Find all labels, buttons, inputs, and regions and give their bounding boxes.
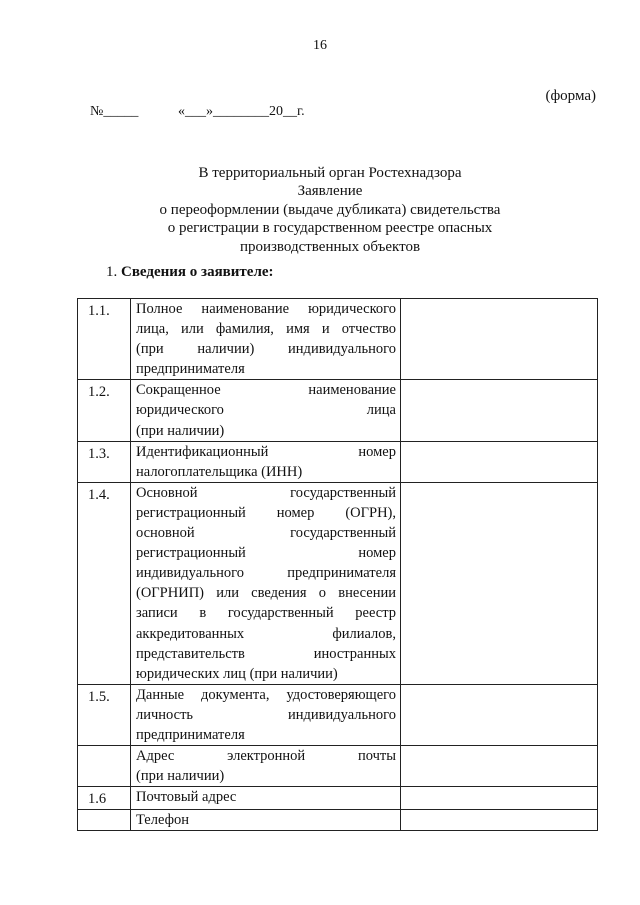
- row-description-line: личность индивидуального: [136, 706, 396, 723]
- document-date-field: «___»________20__г.: [178, 104, 305, 119]
- row-number: 1.1.: [78, 299, 131, 380]
- row-number: [78, 810, 131, 831]
- row-description-line: (при наличии): [136, 422, 225, 439]
- row-value-field[interactable]: [401, 441, 598, 482]
- row-value-field[interactable]: [401, 746, 598, 787]
- table-row: [78, 684, 598, 745]
- table-row: [78, 380, 598, 441]
- document-subtitle-line-3: производственных объектов: [239, 238, 421, 255]
- row-description: [131, 746, 401, 787]
- row-description-line: записи в государственный реестр: [136, 605, 396, 622]
- row-description-line: (при наличии): [136, 768, 225, 785]
- row-description-line: юридических лиц (при наличии): [136, 665, 338, 682]
- table-row: [78, 787, 598, 810]
- row-description: [131, 299, 401, 380]
- form-label: (форма): [545, 88, 596, 104]
- section-number: 1.: [106, 264, 118, 280]
- row-value-field[interactable]: [401, 299, 598, 380]
- row-number: 1.3.: [78, 441, 131, 482]
- row-description: [131, 787, 401, 810]
- table-row: [78, 810, 598, 831]
- row-description: [131, 482, 401, 684]
- row-number: 1.4.: [78, 482, 131, 684]
- table-row: [78, 746, 598, 787]
- row-description-line: Сокращенное наименование: [136, 382, 396, 399]
- table-row: [78, 441, 598, 482]
- row-description-line: регистрационный номер (ОГРН),: [136, 504, 396, 521]
- row-description-line: индивидуального предпринимателя: [136, 565, 396, 582]
- row-description-line: представительств иностранных: [136, 645, 396, 662]
- table-row: [78, 482, 598, 684]
- row-description-line: Основной государственный: [136, 484, 396, 501]
- row-description-line: Адрес электронной почты: [136, 748, 396, 765]
- row-description-line: юридического лица: [136, 402, 396, 419]
- row-description-line: Полное наименование юридического: [136, 301, 396, 317]
- row-description: [131, 684, 401, 745]
- document-title: Заявление: [297, 183, 363, 200]
- row-number: 1.5.: [78, 684, 131, 745]
- row-description: [131, 441, 401, 482]
- addressee-line: В территориальный орган Ростехнадзора: [198, 165, 462, 181]
- section-heading: [106, 264, 274, 281]
- row-description-line: лица, или фамилия, имя и отчество: [136, 321, 396, 338]
- row-description-line: Идентификационный номер: [136, 443, 396, 460]
- row-description-line: Телефон: [136, 812, 189, 829]
- document-subtitle-line-1: о переоформлении (выдаче дубликата) свидетельства: [159, 201, 501, 218]
- row-value-field[interactable]: [401, 380, 598, 441]
- section-title: Сведения о заявителе:: [121, 264, 274, 280]
- row-description: [131, 380, 401, 441]
- document-number-field: №_____: [90, 104, 139, 119]
- row-value-field[interactable]: [401, 482, 598, 684]
- row-number: 1.2.: [78, 380, 131, 441]
- row-description-line: Почтовый адрес: [136, 789, 237, 806]
- page-number: 16: [313, 38, 327, 53]
- row-description-line: основной государственный: [136, 525, 396, 542]
- row-description-line: регистрационный номер: [136, 545, 396, 562]
- row-description-line: (при наличии) индивидуального: [136, 341, 396, 358]
- applicant-info-table: [77, 298, 598, 831]
- row-value-field[interactable]: [401, 810, 598, 831]
- row-description-line: аккредитованных филиалов,: [136, 625, 396, 642]
- row-description: [131, 810, 401, 831]
- table-row: [78, 299, 598, 380]
- row-value-field[interactable]: [401, 684, 598, 745]
- row-number: 1.6: [78, 787, 131, 810]
- row-description-line: Данные документа, удостоверяющего: [136, 686, 396, 703]
- row-description-line: предпринимателя: [136, 726, 245, 743]
- row-description-line: предпринимателя: [136, 361, 245, 378]
- row-number: [78, 746, 131, 787]
- row-description-line: (ОГРНИП) или сведения о внесении: [136, 585, 396, 602]
- row-value-field[interactable]: [401, 787, 598, 810]
- row-description-line: налогоплательщика (ИНН): [136, 463, 303, 480]
- document-subtitle-line-2: о регистрации в государственном реестре опасных: [167, 220, 493, 237]
- document-header: [150, 164, 510, 256]
